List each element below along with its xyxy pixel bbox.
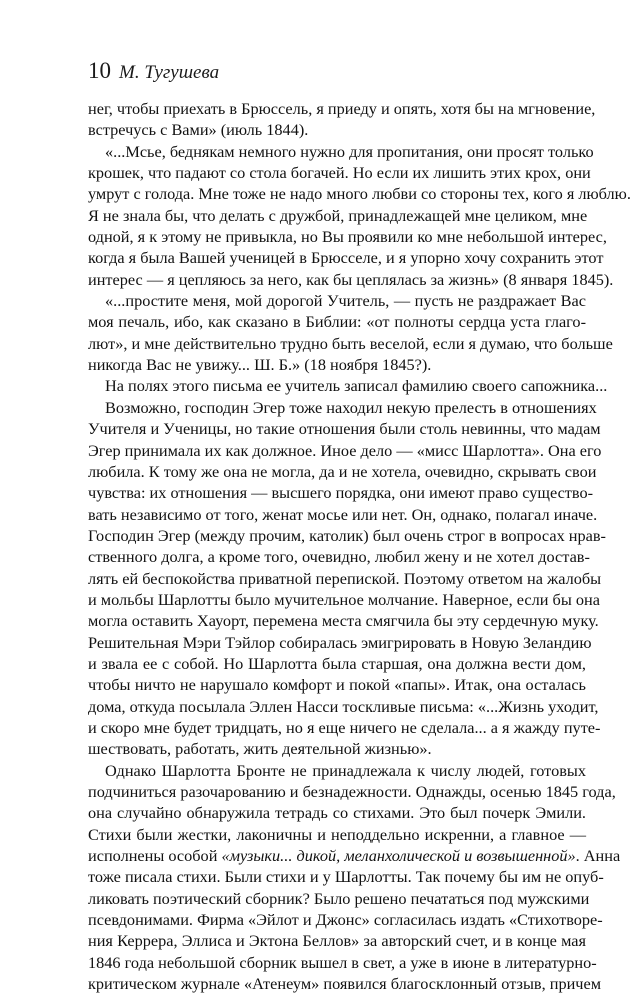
text-line: «...простите меня, мой дорогой Учитель, — пусть не раздражает Вас bbox=[105, 291, 586, 311]
paragraph bbox=[88, 375, 608, 396]
text-line: когда я была Вашей ученицей в Брюсселе, и я упорно хочу сохранить этот bbox=[88, 248, 604, 268]
text-line: нег, чтобы приехать в Брюссель, я приеду и опять, хотя бы на мгновение, bbox=[88, 99, 596, 118]
text-line: никогда Вас не увижу... Ш. Б.» (18 ноября 1845?). bbox=[88, 355, 432, 375]
text-line: Однако Шарлотта Бронте не принадлежала к числу людей, готовых bbox=[105, 760, 586, 780]
text-line: ликовать поэтический сборник? Было решено печататься под мужскими bbox=[88, 888, 590, 908]
text-line: дома, откуда посылала Эллен Насси тоскливые письма: «...Жизнь уходит, bbox=[88, 696, 599, 716]
running-header bbox=[88, 58, 219, 92]
text-line: Решительная Мэри Тэйлор собиралась эмигрировать в Новую Зеландию bbox=[88, 632, 592, 652]
text-line: На полях этого письма ее учитель записал фамилию своего сапожника... bbox=[105, 376, 608, 396]
text-line: Учителя и Ученицы, но такие отношения были столь невинны, что мадам bbox=[88, 419, 601, 439]
text-line: умрут с голода. Мне тоже не надо много любви со стороны тех, кого я люблю. bbox=[88, 184, 631, 204]
text-line: чтобы ничто не нарушало комфорт и покой «папы». Итак, она осталась bbox=[88, 675, 586, 695]
text-line: псевдонимами. Фирма «Эйлот и Джонс» согласилась издать «Стихотворе- bbox=[88, 910, 603, 930]
text-line: Я не знала бы, что делать с дружбой, принадлежащей мне целиком, мне bbox=[88, 205, 588, 225]
italic-quote: «музыки... дикой, меланхолической и возвышенной» bbox=[221, 846, 576, 866]
text-line: исполнены особой «музыки... дикой, меланхолической и возвышенной». Анна bbox=[88, 846, 621, 866]
text-line: тоже писала стихи. Были стихи и у Шарлотты. Так почему бы им не опуб- bbox=[88, 867, 604, 887]
text-line: любила. К тому же она не могла, да и не хотела, очевидно, скрывать свои bbox=[88, 461, 597, 481]
text-line: подчиниться разочарованию и безнадежности. Однажды, осенью 1845 года, bbox=[88, 782, 616, 801]
paragraph bbox=[88, 397, 606, 760]
text-line: Стихи были жестки, лаконичны и неподдельно искренни, а главное — bbox=[88, 824, 586, 844]
text-line: Эгер принимала их как должное. Иное дело — «мисс Шарлотта». Она его bbox=[88, 440, 602, 460]
text-line: моя печаль, ибо, как сказано в Библии: «от полноты сердца уста глаго- bbox=[88, 312, 586, 332]
text-line: интерес — я цепляюсь за него, как бы цеплялась за жизнь» (8 января 1845). bbox=[88, 269, 614, 289]
text-line: Возможно, господин Эгер тоже находил некую прелесть в отношениях bbox=[105, 397, 597, 417]
text-line: и звала ее с собой. Но Шарлотта была старшая, она должна вести дом, bbox=[88, 653, 586, 673]
text-line: «...Мсье, беднякам немного нужно для пропитания, они просят только bbox=[105, 141, 594, 161]
paragraph bbox=[88, 141, 631, 290]
text-line: одной, я к этому не привыкла, но Вы проявили ко мне небольшой интерес, bbox=[88, 227, 607, 247]
text-line: могла оставить Хауорт, перемена места смягчила бы эту сердечную муку. bbox=[88, 611, 599, 631]
text-line: и скоро мне будет тридцать, но я еще ничего не сделала... а я жажду путе- bbox=[88, 717, 601, 737]
text-line: Господин Эгер (между прочим, католик) был очень строг в вопросах нрав- bbox=[88, 525, 606, 545]
text-line: ния Керрера, Эллиса и Эктона Беллов» за авторский счет, и в конце мая bbox=[88, 931, 586, 951]
text-line: критическом журнале «Атенеум» появился благосклонный отзыв, причем bbox=[88, 974, 602, 994]
text-line: крошек, что падают со стола богачей. Но если их лишить этих крох, они bbox=[88, 163, 591, 183]
text-line: вать независимо от того, женат мосье или нет. Он, однако, полагал иначе. bbox=[88, 504, 598, 524]
text-line: ственного долга, а кроме того, очевидно, любил жену и не хотел достав- bbox=[88, 547, 590, 567]
body-text bbox=[88, 98, 631, 994]
text-line: и мольбы Шарлотты было мучительное молчание. Наверное, если бы она bbox=[88, 589, 600, 609]
text-line: 1846 года небольшой сборник вышел в свет, а уже в июне в литературно- bbox=[88, 952, 597, 972]
text-line: шествовать, работать, жить деятельной жизнью». bbox=[88, 739, 432, 759]
text-line: она случайно обнаружила тетрадь со стихами. Это был почерк Эмили. bbox=[88, 803, 586, 823]
text-line: чувства: их отношения — высшего порядка, они имеют право существо- bbox=[88, 483, 594, 503]
paragraph bbox=[88, 98, 596, 141]
text-line: лют», и мне действительно трудно быть веселой, если я думаю, что больше bbox=[88, 333, 613, 353]
text-line: встречусь с Вами» (июль 1844). bbox=[88, 120, 309, 140]
text-line: лять ей беспокойства приватной перепиской. Поэтому ответом на жалобы bbox=[88, 568, 602, 588]
running-head-author: М. Тугушева bbox=[119, 62, 220, 83]
page-number: 10 bbox=[88, 58, 111, 83]
paragraph bbox=[88, 760, 621, 995]
paragraph bbox=[88, 290, 613, 375]
